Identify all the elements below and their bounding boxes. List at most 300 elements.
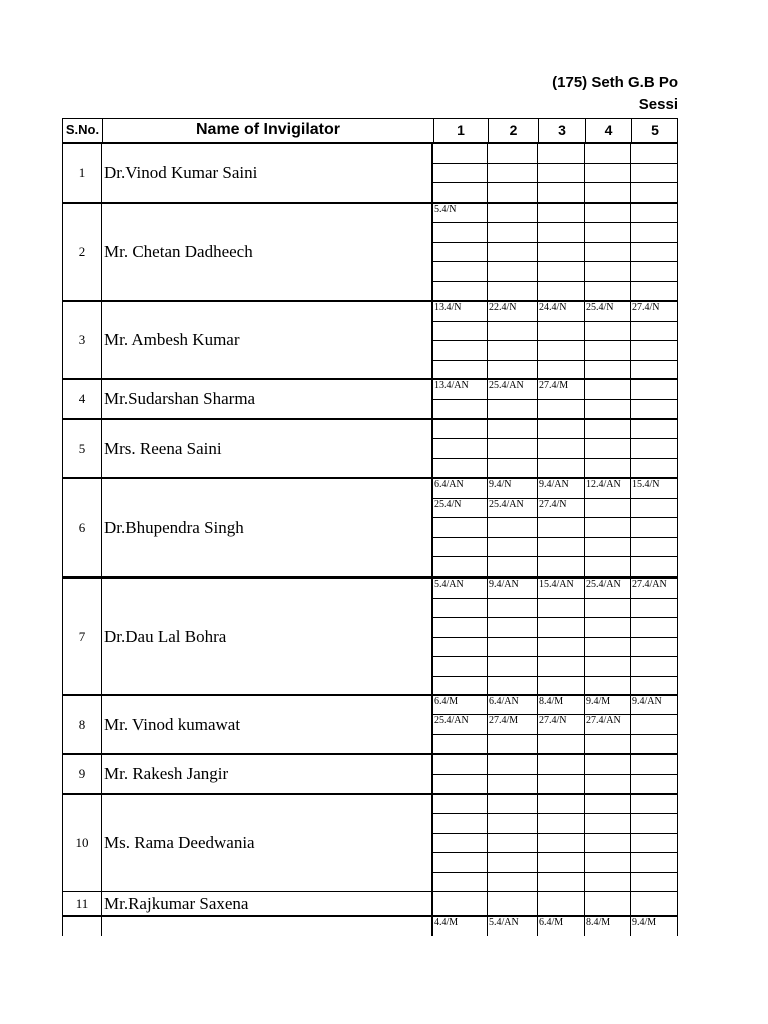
duty-cell <box>631 853 678 872</box>
duty-cell <box>631 834 678 853</box>
invigilator-name <box>102 917 433 936</box>
duty-cell <box>538 204 585 223</box>
duty-cell <box>488 814 538 833</box>
duty-cell <box>585 439 631 458</box>
duty-cell <box>433 439 488 458</box>
duty-cell <box>488 420 538 439</box>
duty-cell <box>538 243 585 262</box>
duty-cell <box>488 599 538 619</box>
duty-cell <box>585 204 631 223</box>
duty-cell <box>538 873 585 892</box>
duty-cell <box>488 183 538 203</box>
duty-cell <box>538 814 585 833</box>
duty-cell: 4.4/M <box>433 917 488 936</box>
duty-cell <box>585 677 631 697</box>
duty-cell <box>631 775 678 795</box>
duty-cell: 27.4/N <box>631 302 678 322</box>
slot-row <box>433 361 678 381</box>
duty-cell <box>585 618 631 638</box>
duty-cell <box>585 795 631 814</box>
duty-cell <box>585 380 631 400</box>
session-title: Sessi <box>638 96 678 113</box>
duty-cell <box>538 164 585 184</box>
duty-cell <box>585 814 631 833</box>
duty-cell <box>631 400 678 420</box>
duty-cell <box>538 755 585 775</box>
duty-cell <box>585 557 631 577</box>
slot-row <box>433 400 678 420</box>
slot-row <box>433 183 678 203</box>
duty-cell <box>585 420 631 439</box>
duty-cell <box>631 892 678 916</box>
duty-cell <box>585 262 631 281</box>
duty-cell <box>433 599 488 619</box>
serial-number: 8 <box>63 696 102 753</box>
duty-cell: 27.4/N <box>538 715 585 734</box>
duty-cell <box>433 243 488 262</box>
duty-slots <box>433 302 678 378</box>
duty-cell <box>433 282 488 301</box>
college-title: (175) Seth G.B Po <box>552 74 678 91</box>
duty-cell <box>538 341 585 361</box>
duty-cell <box>585 657 631 677</box>
duty-cell <box>585 164 631 184</box>
serial-number <box>63 917 102 936</box>
duty-cell <box>433 538 488 558</box>
duty-cell <box>538 538 585 558</box>
duty-slots <box>433 144 678 202</box>
duty-cell <box>631 223 678 242</box>
duty-cell <box>433 892 488 916</box>
duty-cell <box>433 144 488 164</box>
duty-cell <box>433 518 488 538</box>
duty-slots <box>433 380 678 418</box>
slot-row <box>433 243 678 262</box>
duty-cell: 9.4/AN <box>538 479 585 499</box>
serial-number: 6 <box>63 479 102 576</box>
duty-cell <box>488 735 538 754</box>
duty-cell <box>488 755 538 775</box>
slot-row <box>433 538 678 558</box>
duty-cell <box>631 361 678 381</box>
duty-cell <box>585 853 631 872</box>
duty-cell <box>433 618 488 638</box>
slot-row <box>433 834 678 853</box>
duty-cell <box>488 557 538 577</box>
duty-cell <box>488 873 538 892</box>
duty-cell <box>538 657 585 677</box>
duty-cell <box>631 420 678 439</box>
slot-row <box>433 557 678 577</box>
duty-cell: 25.4/AN <box>488 380 538 400</box>
duty-cell <box>631 144 678 164</box>
invigilator-name: Mr.Rajkumar Saxena <box>102 892 433 915</box>
duty-cell <box>538 400 585 420</box>
duty-cell: 9.4/M <box>631 917 678 936</box>
duty-cell <box>538 892 585 916</box>
invigilator-name: Mr. Ambesh Kumar <box>102 302 433 378</box>
duty-cell <box>433 420 488 439</box>
duty-cell <box>538 735 585 754</box>
duty-cell <box>433 459 488 478</box>
duty-cell: 9.4/AN <box>631 696 678 715</box>
slot-row <box>433 322 678 342</box>
invigilator-name: Dr.Dau Lal Bohra <box>102 579 433 694</box>
duty-cell <box>631 341 678 361</box>
duty-cell <box>488 538 538 558</box>
slot-row <box>433 223 678 242</box>
duty-cell <box>585 322 631 342</box>
duty-cell <box>538 322 585 342</box>
duty-cell <box>488 638 538 658</box>
duty-cell <box>631 873 678 892</box>
duty-cell <box>433 638 488 658</box>
invigilator-name: Mr. Chetan Dadheech <box>102 204 433 300</box>
duty-cell <box>433 873 488 892</box>
duty-cell <box>433 361 488 381</box>
duty-cell <box>488 775 538 795</box>
duty-cell <box>433 262 488 281</box>
duty-cell <box>538 618 585 638</box>
slot-row <box>433 677 678 697</box>
duty-cell <box>631 518 678 538</box>
duty-cell <box>631 322 678 342</box>
duty-cell <box>488 282 538 301</box>
invigilator-name: Mr.Sudarshan Sharma <box>102 380 433 418</box>
duty-cell <box>538 638 585 658</box>
invigilator-table <box>62 143 678 936</box>
duty-cell: 25.4/AN <box>585 579 631 599</box>
duty-cell <box>631 755 678 775</box>
duty-cell <box>433 557 488 577</box>
duty-cell: 15.4/N <box>631 479 678 499</box>
duty-cell: 8.4/M <box>585 917 631 936</box>
duty-cell: 6.4/M <box>538 917 585 936</box>
duty-cell: 15.4/AN <box>538 579 585 599</box>
duty-cell <box>585 243 631 262</box>
duty-cell <box>585 755 631 775</box>
duty-cell <box>538 518 585 538</box>
duty-cell <box>433 657 488 677</box>
duty-cell <box>585 599 631 619</box>
duty-cell <box>585 400 631 420</box>
duty-cell <box>488 262 538 281</box>
duty-cell <box>585 873 631 892</box>
serial-number: 11 <box>63 892 102 915</box>
slot-row <box>433 459 678 478</box>
duty-cell <box>488 677 538 697</box>
duty-cell <box>631 183 678 203</box>
slot-row <box>433 302 678 322</box>
duty-cell <box>538 459 585 478</box>
slot-row <box>433 715 678 734</box>
slot-row <box>433 262 678 281</box>
column-header-sno: S.No. <box>65 122 100 137</box>
duty-cell <box>538 775 585 795</box>
duty-cell: 22.4/N <box>488 302 538 322</box>
duty-cell <box>488 657 538 677</box>
duty-cell <box>585 183 631 203</box>
slot-row <box>433 341 678 361</box>
serial-number: 3 <box>63 302 102 378</box>
serial-number: 4 <box>63 380 102 418</box>
duty-cell: 13.4/AN <box>433 380 488 400</box>
invigilator-name: Mr. Vinod kumawat <box>102 696 433 753</box>
duty-cell <box>488 322 538 342</box>
duty-cell <box>538 223 585 242</box>
duty-cell <box>538 420 585 439</box>
duty-slots <box>433 795 678 891</box>
slot-row <box>433 579 678 599</box>
column-header-day-2: 2 <box>488 119 538 143</box>
invigilator-row <box>63 203 678 301</box>
slot-row <box>433 638 678 658</box>
duty-cell <box>433 677 488 697</box>
duty-cell: 25.4/AN <box>433 715 488 734</box>
table-header <box>62 118 678 143</box>
duty-cell: 6.4/M <box>433 696 488 715</box>
duty-cell: 27.4/M <box>488 715 538 734</box>
slot-row <box>433 775 678 795</box>
duty-cell <box>631 282 678 301</box>
duty-cell: 25.4/AN <box>488 499 538 519</box>
duty-cell: 9.4/M <box>585 696 631 715</box>
duty-cell <box>538 795 585 814</box>
duty-cell <box>433 735 488 754</box>
duty-cell: 24.4/N <box>538 302 585 322</box>
column-header-day-4: 4 <box>585 119 631 143</box>
duty-cell: 27.4/N <box>538 499 585 519</box>
duty-slots <box>433 755 678 793</box>
serial-number: 10 <box>63 795 102 891</box>
duty-cell: 27.4/M <box>538 380 585 400</box>
duty-cell <box>488 204 538 223</box>
duty-cell <box>585 499 631 519</box>
duty-slots <box>433 917 678 936</box>
duty-cell <box>488 223 538 242</box>
duty-cell <box>631 618 678 638</box>
slot-row <box>433 917 678 936</box>
slot-row <box>433 164 678 184</box>
slot-row <box>433 204 678 223</box>
duty-cell <box>488 341 538 361</box>
serial-number: 9 <box>63 755 102 793</box>
slot-row <box>433 618 678 638</box>
duty-cell <box>433 853 488 872</box>
duty-slots <box>433 420 678 477</box>
invigilator-row <box>63 891 678 916</box>
slot-row <box>433 755 678 775</box>
duty-cell <box>538 677 585 697</box>
duty-cell <box>538 262 585 281</box>
duty-cell <box>585 459 631 478</box>
slot-row <box>433 499 678 519</box>
duty-cell <box>538 834 585 853</box>
duty-cell <box>631 538 678 558</box>
serial-number: 2 <box>63 204 102 300</box>
duty-cell <box>433 223 488 242</box>
duty-cell <box>585 144 631 164</box>
duty-cell <box>631 164 678 184</box>
slot-row <box>433 735 678 754</box>
duty-cell: 6.4/AN <box>488 696 538 715</box>
slot-row <box>433 420 678 439</box>
duty-cell <box>631 459 678 478</box>
duty-cell <box>585 735 631 754</box>
invigilator-row <box>63 754 678 794</box>
duty-cell: 8.4/M <box>538 696 585 715</box>
slot-row <box>433 439 678 458</box>
duty-cell: 9.4/N <box>488 479 538 499</box>
invigilator-row <box>63 577 678 695</box>
slot-row <box>433 696 678 715</box>
duty-cell <box>585 834 631 853</box>
duty-cell <box>488 439 538 458</box>
duty-cell <box>488 892 538 916</box>
duty-cell <box>538 361 585 381</box>
duty-cell <box>433 322 488 342</box>
duty-cell: 9.4/AN <box>488 579 538 599</box>
duty-cell <box>433 755 488 775</box>
column-header-day-5: 5 <box>631 119 678 143</box>
duty-cell <box>585 361 631 381</box>
duty-cell <box>585 282 631 301</box>
slot-row <box>433 795 678 814</box>
document-header <box>0 72 678 116</box>
duty-cell <box>488 243 538 262</box>
duty-cell <box>433 164 488 184</box>
duty-slots <box>433 204 678 300</box>
duty-cell <box>585 892 631 916</box>
duty-cell <box>433 834 488 853</box>
duty-cell <box>631 439 678 458</box>
duty-cell <box>488 361 538 381</box>
duty-cell <box>631 814 678 833</box>
duty-cell <box>538 144 585 164</box>
duty-cell <box>631 715 678 734</box>
duty-cell <box>433 183 488 203</box>
duty-slots <box>433 892 678 915</box>
duty-cell <box>488 618 538 638</box>
duty-cell <box>585 775 631 795</box>
duty-cell <box>433 795 488 814</box>
duty-cell <box>631 638 678 658</box>
invigilator-name: Mr. Rakesh Jangir <box>102 755 433 793</box>
duty-cell <box>538 439 585 458</box>
duty-cell <box>631 380 678 400</box>
duty-cell: 5.4/AN <box>433 579 488 599</box>
duty-cell <box>631 657 678 677</box>
slot-row <box>433 599 678 619</box>
slot-row <box>433 873 678 892</box>
duty-cell <box>433 775 488 795</box>
duty-cell <box>631 204 678 223</box>
duty-cell: 13.4/N <box>433 302 488 322</box>
serial-number: 1 <box>63 144 102 202</box>
duty-cell <box>433 814 488 833</box>
duty-cell <box>488 459 538 478</box>
duty-cell <box>585 518 631 538</box>
duty-cell <box>488 518 538 538</box>
duty-cell <box>631 262 678 281</box>
duty-cell <box>433 341 488 361</box>
invigilator-name: Mrs. Reena Saini <box>102 420 433 477</box>
invigilator-row <box>63 916 678 936</box>
duty-cell <box>488 400 538 420</box>
slot-row <box>433 144 678 164</box>
duty-cell <box>538 282 585 301</box>
slot-row <box>433 814 678 833</box>
duty-cell: 27.4/AN <box>631 579 678 599</box>
duty-cell: 25.4/N <box>433 499 488 519</box>
duty-cell: 5.4/N <box>433 204 488 223</box>
serial-number: 7 <box>63 579 102 694</box>
invigilator-name: Ms. Rama Deedwania <box>102 795 433 891</box>
slot-row <box>433 892 678 916</box>
column-header-day-1: 1 <box>433 119 488 143</box>
duty-cell <box>585 341 631 361</box>
duty-cell: 25.4/N <box>585 302 631 322</box>
invigilator-row <box>63 300 678 379</box>
duty-cell: 6.4/AN <box>433 479 488 499</box>
slot-row <box>433 479 678 499</box>
invigilator-row <box>63 695 678 754</box>
slot-row <box>433 380 678 400</box>
slot-row <box>433 518 678 538</box>
invigilator-row <box>63 419 678 478</box>
duty-cell <box>538 557 585 577</box>
invigilator-row <box>63 478 678 577</box>
duty-cell <box>488 144 538 164</box>
duty-cell <box>538 183 585 203</box>
duty-cell: 5.4/AN <box>488 917 538 936</box>
invigilator-row <box>63 379 678 419</box>
duty-cell: 12.4/AN <box>585 479 631 499</box>
duty-cell <box>488 795 538 814</box>
duty-cell <box>631 499 678 519</box>
serial-number: 5 <box>63 420 102 477</box>
invigilator-row <box>63 794 678 892</box>
duty-cell <box>538 599 585 619</box>
duty-cell <box>585 538 631 558</box>
invigilator-name: Dr.Bhupendra Singh <box>102 479 433 576</box>
invigilator-row <box>63 143 678 203</box>
duty-slots <box>433 579 678 694</box>
column-header-name: Name of Invigilator <box>102 119 433 143</box>
duty-slots <box>433 696 678 753</box>
duty-cell <box>488 164 538 184</box>
duty-cell: 27.4/AN <box>585 715 631 734</box>
duty-cell <box>631 795 678 814</box>
duty-cell <box>433 400 488 420</box>
duty-cell <box>585 638 631 658</box>
duty-cell <box>631 557 678 577</box>
duty-cell <box>631 735 678 754</box>
column-header-day-3: 3 <box>538 119 585 143</box>
duty-cell <box>538 853 585 872</box>
duty-cell <box>631 243 678 262</box>
duty-slots <box>433 479 678 576</box>
duty-cell <box>488 834 538 853</box>
slot-row <box>433 657 678 677</box>
duty-cell <box>631 677 678 697</box>
invigilator-name: Dr.Vinod Kumar Saini <box>102 144 433 202</box>
duty-cell <box>488 853 538 872</box>
duty-cell <box>631 599 678 619</box>
duty-cell <box>585 223 631 242</box>
slot-row <box>433 853 678 872</box>
slot-row <box>433 282 678 301</box>
